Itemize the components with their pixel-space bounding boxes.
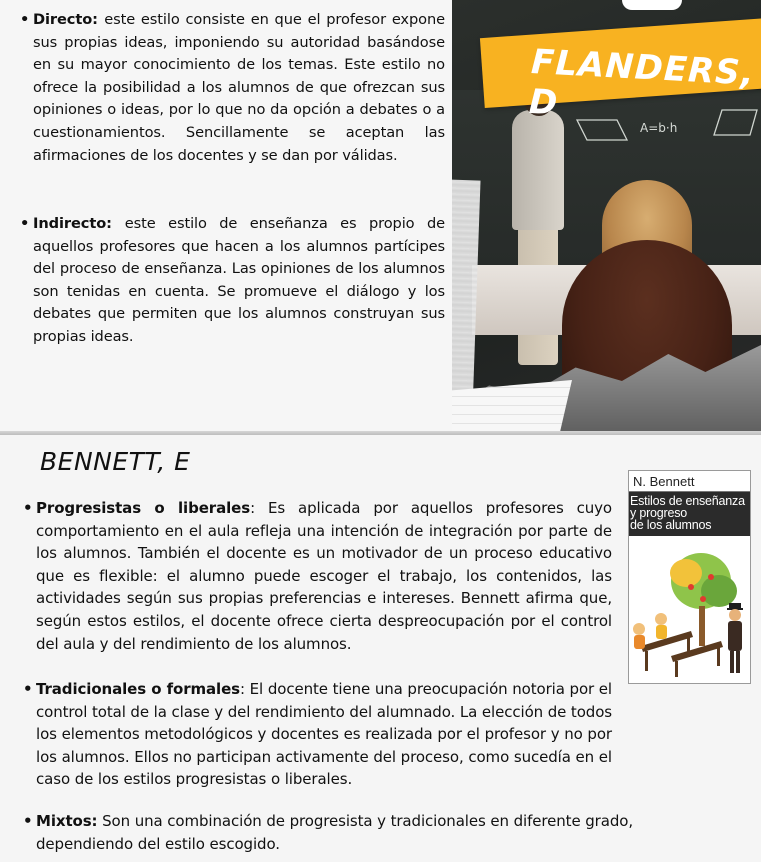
book-author: N. Bennett	[629, 471, 750, 492]
bullet-term: Mixtos:	[36, 812, 98, 830]
book-cover	[628, 470, 751, 684]
bullet-progresistas	[23, 497, 613, 655]
bullet-term: Progresistas o liberales	[36, 499, 251, 517]
bullet-term: Directo:	[33, 11, 105, 28]
bullet-term: Indirecto:	[33, 215, 125, 232]
book-title	[629, 492, 750, 536]
child-icon	[633, 623, 645, 635]
bullet-text: : Es aplicada por aquellos profesores cuyo comportamiento en el aula refleja una intención de integración por parte de los alumnos. También el docente es un motivador de un proceso educativo que es flexible: el alumno puede escoger el trabajo, los contenidos, las actividades según sus propias preferencias e intereses. Bennett afirma que, según estos estilos, el docente ofrece cierta despreocupación por el control del aula y del rendimiento de los alumnos.	[36, 499, 613, 653]
bullet-dot: •	[23, 499, 33, 517]
bullet-indirecto	[20, 213, 445, 349]
bullet-directo	[20, 9, 445, 167]
bullet-mixtos	[23, 810, 656, 855]
flanders-heading: FLANDERS, D	[528, 42, 756, 124]
classroom-photo	[452, 0, 761, 432]
book-title-line: y progreso	[630, 506, 688, 520]
bullet-dot: •	[23, 812, 33, 830]
bullet-dot: •	[20, 11, 30, 28]
teacher-body	[512, 110, 564, 230]
bennett-heading: BENNETT, E	[40, 447, 191, 476]
bullet-dot: •	[23, 680, 33, 698]
classroom-illustration	[631, 551, 748, 681]
book-title-line: Estilos de enseñanza	[630, 494, 745, 508]
bullet-dot: •	[20, 215, 30, 232]
bullet-tradicionales	[23, 678, 613, 791]
chalk-formula: A=b·h	[640, 121, 678, 135]
bullet-term: Tradicionales o formales	[36, 680, 241, 698]
bullet-text: este estilo de enseñanza es propio de aquellos profesores que hacen a los alumnos partícipes del proceso de enseñanza. Las opiniones de los alumnos son tenidas en cuenta. Se promueve el diálogo y los debates que permiten que los alumnos construyan sus propias ideas.	[33, 215, 445, 345]
paper-tear	[622, 0, 682, 10]
bullet-text: este estilo consiste en que el profesor expone sus propias ideas, imponiendo su autoridad basándose en su mayor conocimiento de los temas. Este estilo no ofrece la posibilidad a los alumnos de que ofrezcan sus opiniones o ideas, por lo que no da opción a debates o a cuestionamientos. Sencillamente se aceptan las afirmaciones de los docentes y se dan por válidas.	[33, 11, 445, 164]
bullet-text: : El docente tiene una preocupación notoria por el control total de la clase y del rendimiento del alumnado. La elección de todos los elementos metodológicos y docentes es realizada por el profesor y no por los alumnos. Ellos no participan activamente del proceso, como sucedía en el caso de los estilos progresistas o liberales.	[36, 680, 613, 789]
bullet-text: Son una combinación de progresista y tradicionales en diferente grado, dependiendo del estilo escogido.	[36, 812, 633, 853]
book-title-line: de los alumnos	[630, 518, 712, 532]
